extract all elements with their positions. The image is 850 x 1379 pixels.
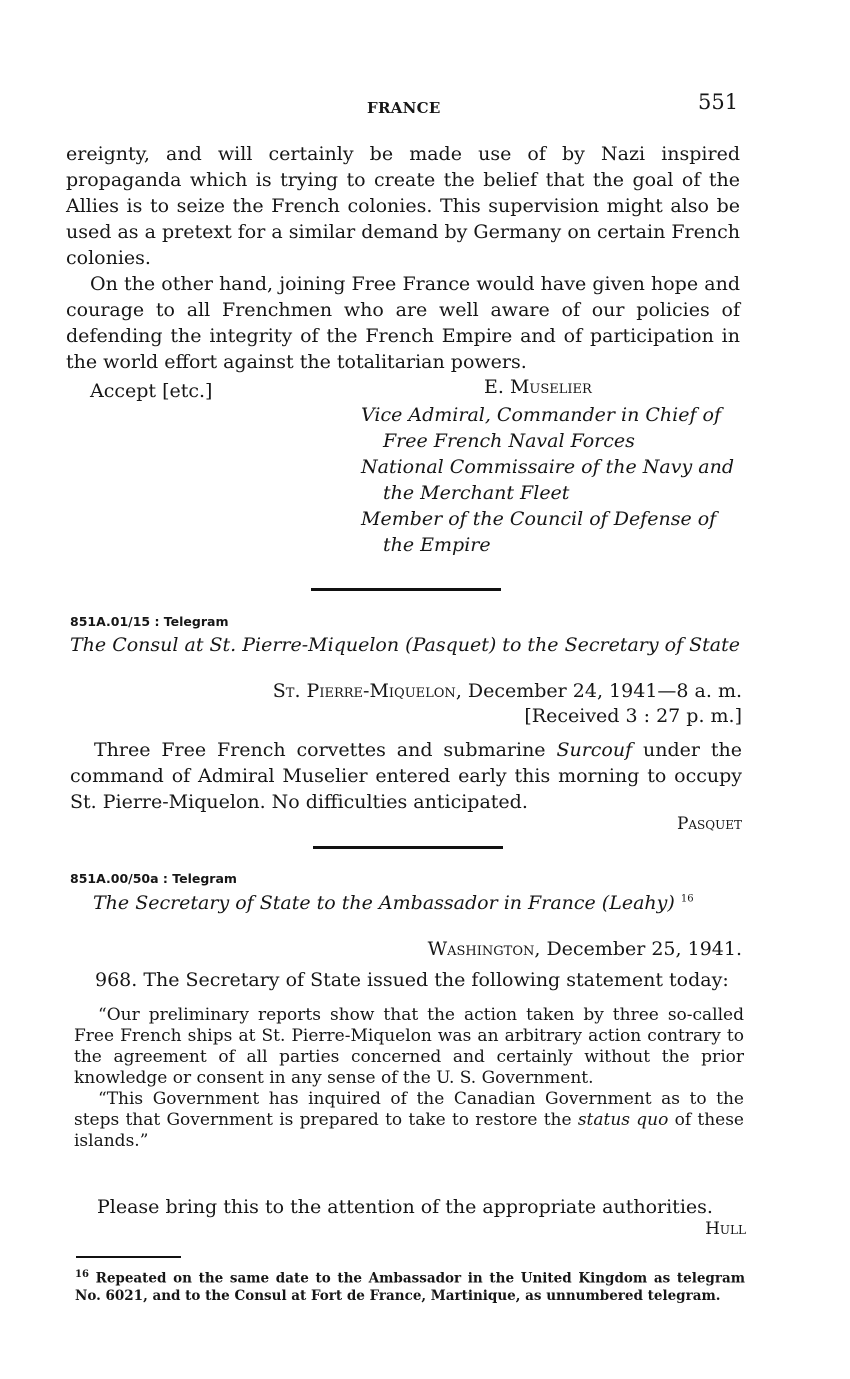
- dateline: [273, 680, 742, 702]
- page-number: 551: [698, 90, 739, 114]
- telegram-closing: Please bring this to the attention of the appropriate authorities.: [97, 1196, 713, 1218]
- file-reference: 851A.00/50a : Telegram: [70, 871, 237, 886]
- signer-titles: [361, 402, 734, 558]
- telegram-signature: Pasquet: [676, 814, 742, 834]
- section-divider: [311, 588, 501, 591]
- received-line: [Received 3 : 27 p. m.]: [524, 705, 742, 727]
- signer-title-line: Free French Naval Forces: [383, 430, 635, 452]
- dateline-place: Washington: [427, 938, 535, 960]
- footnote-text: Repeated on the same date to the Ambassador in the United Kingdom as telegram No. 6021, and to the Consul at Fort de France, Martinique, as unnumbered telegram.: [75, 1270, 745, 1304]
- signer-title-line: Vice Admiral, Commander in Chief of: [361, 404, 722, 426]
- telegram-signature: Hull: [705, 1219, 746, 1239]
- document-heading: The Consul at St. Pierre-Miquelon (Pasquet) to the Secretary of State: [70, 634, 740, 656]
- quote-paragraph: “Our preliminary reports show that the action taken by three so-called Free French ships at St. Pierre-Miquelon was an arbitrary action contrary to the agreement of all parties concerned and certainly without the prior knowledge or consent in any sense of the U. S. Government.: [74, 1005, 744, 1088]
- dateline-date: , December 24, 1941—8 a. m.: [455, 680, 742, 702]
- signer-title-line: Member of the Council of Defense of: [361, 508, 717, 530]
- dateline-place: St. Pierre-Miquelon: [272, 680, 456, 702]
- signer-title-line: the Empire: [383, 534, 491, 556]
- telegram-paragraph: Three Free French corvettes and submarine Surcouf under the command of Admiral Muselier entered early this morning to occupy St. Pierre-Miquelon. No difficulties anticipated.: [70, 739, 742, 813]
- letter-signer: E. Muselier: [484, 376, 592, 398]
- letter-body: [66, 141, 740, 375]
- letter-closing: Accept [etc.]: [90, 380, 213, 402]
- letter-paragraph-2: On the other hand, joining Free France would have given hope and courage to all Frenchmen who are well aware of our policies of defending the integrity of the French Empire and of participation in the world effort against the totalitarian powers.: [66, 273, 740, 373]
- letter-paragraph-1: ereignty, and will certainly be made use of by Nazi inspired propaganda which is trying to create the belief that the goal of the Allies is to seize the French colonies. This supervision might also be used as a pretext for a similar demand by Germany on certain French colonies.: [66, 143, 740, 269]
- footnote-reference: 16: [680, 893, 694, 905]
- footnote-mark: 16: [75, 1269, 89, 1280]
- running-head: FRANCE: [367, 99, 441, 117]
- dateline-date: , December 25, 1941.: [534, 938, 742, 960]
- dateline: [428, 938, 742, 960]
- quote-paragraph: “This Government has inquired of the Canadian Government as to the steps that Government is prepared to take to restore the status quo of these islands.”: [74, 1089, 744, 1151]
- footnote: [75, 1266, 745, 1305]
- telegram-body: [70, 737, 742, 815]
- signer-title-line: the Merchant Fleet: [383, 482, 570, 504]
- signer-title-line: National Commissaire of the Navy and: [361, 456, 734, 478]
- telegram-intro: 968. The Secretary of State issued the following statement today:: [95, 969, 729, 991]
- section-divider: [313, 846, 503, 849]
- file-reference: 851A.01/15 : Telegram: [70, 614, 229, 629]
- footnote-rule: [76, 1256, 181, 1258]
- document-heading: The Secretary of State to the Ambassador in France (Leahy) $^{16}$: [93, 892, 694, 914]
- quoted-statement: [74, 1005, 744, 1152]
